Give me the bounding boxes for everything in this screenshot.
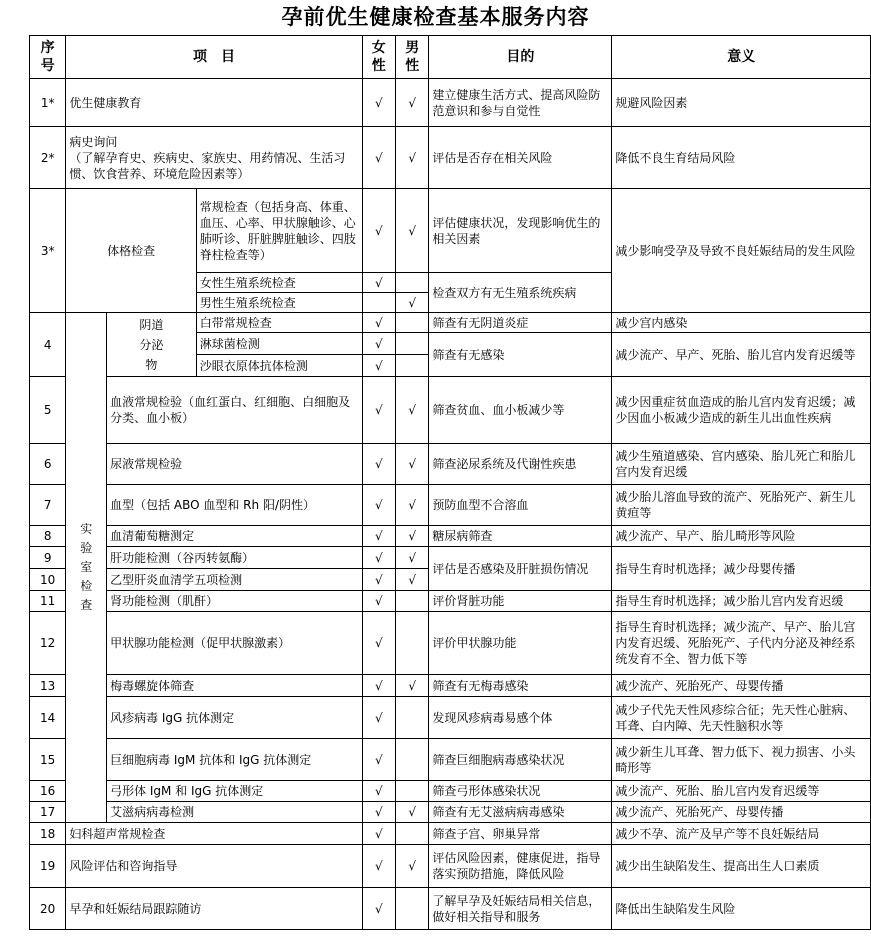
female-check: √ [362,355,395,377]
male-check: √ [396,377,429,444]
male-empty [396,612,429,675]
item-cell: 病史询问 （了解孕育史、疾病史、家族史、用药情况、生活习惯、饮食营养、环境危险因素等） [66,127,362,189]
item-cell: 甲状腺功能检测（促甲状腺激素） [107,612,363,675]
male-check: √ [396,444,429,485]
female-empty [362,293,395,313]
item-cell: 血清葡萄糖测定 [107,526,363,547]
significance-cell: 减少流产、死胎、胎儿宫内发育迟缓等 [612,781,871,802]
item-cell: 淋球菌检测 [196,333,362,355]
significance-cell: 降低出生缺陷发生风险 [612,888,871,930]
purpose-cell: 筛查有无梅毒感染 [429,675,612,697]
table-row [30,189,871,273]
purpose-cell: 建立健康生活方式、提高风险防范意识和参与自觉性 [429,79,612,127]
female-check: √ [362,444,395,485]
female-check: √ [362,569,395,591]
male-empty [396,333,429,355]
row-number: 6 [30,444,66,485]
male-check: √ [396,485,429,526]
significance-cell: 规避风险因素 [612,79,871,127]
group-label: 阴道 分泌 物 [107,313,197,377]
female-check: √ [362,823,395,845]
female-check: √ [362,845,395,888]
item-cell: 肾功能检测（肌酐） [107,591,363,612]
item-cell: 血型（包括 ABO 血型和 Rh 阳/阴性） [107,485,363,526]
female-check: √ [362,273,395,293]
page-title: 孕前优生健康检查基本服务内容 [281,4,590,29]
row-number: 9 [30,547,66,569]
table-row [30,697,871,739]
row-number: 18 [30,823,66,845]
significance-cell: 减少流产、早产、胎儿畸形等风险 [612,526,871,547]
row-number: 7 [30,485,66,526]
male-empty [396,273,429,293]
item-cell: 梅毒螺旋体筛查 [107,675,363,697]
female-check: √ [362,802,395,823]
significance-cell: 减少流产、死胎死产、母婴传播 [612,675,871,697]
female-check: √ [362,526,395,547]
female-check: √ [362,485,395,526]
male-empty [396,888,429,930]
significance-cell: 减少不孕、流产及早产等不良妊娠结局 [612,823,871,845]
female-check: √ [362,697,395,739]
item-cell: 乙型肝炎血清学五项检测 [107,569,363,591]
table-row [30,739,871,781]
header-male: 男 性 [396,36,429,79]
item-cell: 女性生殖系统检查 [196,273,362,293]
male-empty [396,313,429,333]
purpose-cell: 筛查有无艾滋病病毒感染 [429,802,612,823]
male-empty [396,591,429,612]
table-row [30,444,871,485]
table-row [30,845,871,888]
female-check: √ [362,79,395,127]
table-row [30,888,871,930]
female-check: √ [362,739,395,781]
significance-cell: 减少宫内感染 [612,313,871,333]
male-empty [396,823,429,845]
male-check: √ [396,293,429,313]
table-row [30,79,871,127]
row-number: 2* [30,127,66,189]
row-number: 8 [30,526,66,547]
female-check: √ [362,333,395,355]
purpose-cell: 筛查巨细胞病毒感染状况 [429,739,612,781]
significance-cell: 减少流产、早产、死胎、胎儿宫内发育迟缓等 [612,333,871,377]
significance-cell: 指导生育时机选择；减少母婴传播 [612,547,871,591]
purpose-cell: 筛查有无阴道炎症 [429,313,612,333]
header-female: 女 性 [362,36,395,79]
purpose-cell: 筛查有无感染 [429,333,612,377]
item-cell: 艾滋病病毒检测 [107,802,363,823]
service-table [29,35,871,930]
item-cell: 风险评估和咨询指导 [66,845,362,888]
table-row [30,612,871,675]
row-number: 12 [30,612,66,675]
male-check: √ [396,526,429,547]
purpose-cell: 发现风疹病毒易感个体 [429,697,612,739]
item-cell: 白带常规检查 [196,313,362,333]
header-significance: 意义 [612,36,871,79]
item-cell: 妇科超声常规检查 [66,823,362,845]
table-row [30,485,871,526]
purpose-cell: 评估是否存在相关风险 [429,127,612,189]
significance-cell: 减少影响受孕及导致不良妊娠结局的发生风险 [612,189,871,313]
row-number: 4 [30,313,66,377]
female-check: √ [362,377,395,444]
female-check: √ [362,313,395,333]
header-no: 序 号 [30,36,66,79]
item-cell: 沙眼衣原体抗体检测 [196,355,362,377]
table-row [30,591,871,612]
purpose-cell: 预防血型不合溶血 [429,485,612,526]
male-empty [396,697,429,739]
row-number: 19 [30,845,66,888]
item-cell: 优生健康教育 [66,79,362,127]
significance-cell: 降低不良生育结局风险 [612,127,871,189]
purpose-cell: 评估风险因素，健康促进，指导落实预防措施，降低风险 [429,845,612,888]
row-number: 5 [30,377,66,444]
row-number: 1* [30,79,66,127]
header-row [30,36,871,79]
row-number: 20 [30,888,66,930]
table-row [30,526,871,547]
significance-cell: 指导生育时机选择；减少流产、早产、胎儿宫内发育迟缓、死胎死产、子代内分泌及神经系统发育不全、智力低下等 [612,612,871,675]
row-number: 10 [30,569,66,591]
table-row [30,675,871,697]
male-check: √ [396,79,429,127]
group-label: 体格检查 [66,189,196,313]
female-check: √ [362,189,395,273]
purpose-cell: 糖尿病筛查 [429,526,612,547]
item-cell: 巨细胞病毒 IgM 抗体和 IgG 抗体测定 [107,739,363,781]
row-number: 14 [30,697,66,739]
purpose-cell: 评估健康状况，发现影响优生的相关因素 [429,189,612,273]
item-cell: 早孕和妊娠结局跟踪随访 [66,888,362,930]
male-check: √ [396,127,429,189]
female-check: √ [362,591,395,612]
table-row [30,547,871,569]
male-check: √ [396,547,429,569]
item-cell: 男性生殖系统检查 [196,293,362,313]
lab-group-label: 实 验 室 检 查 [66,313,107,823]
header-item: 项 目 [66,36,362,79]
purpose-cell: 评价甲状腺功能 [429,612,612,675]
female-check: √ [362,781,395,802]
male-check: √ [396,569,429,591]
table-row [30,781,871,802]
item-cell: 风疹病毒 IgG 抗体测定 [107,697,363,739]
table-row [30,313,871,333]
item-cell: 肝功能检测（谷丙转氨酶） [107,547,363,569]
male-empty [396,355,429,377]
female-check: √ [362,612,395,675]
table-row [30,377,871,444]
row-number: 11 [30,591,66,612]
male-check: √ [396,675,429,697]
row-number: 15 [30,739,66,781]
table-row [30,823,871,845]
male-empty [396,781,429,802]
male-check: √ [396,802,429,823]
significance-cell: 减少因重症贫血造成的胎儿宫内发育迟缓；减少因血小板减少造成的新生儿出血性疾病 [612,377,871,444]
row-number: 16 [30,781,66,802]
significance-cell: 减少新生儿耳聋、智力低下、视力损害、小头畸形等 [612,739,871,781]
item-cell: 常规检查（包括身高、体重、血压、心率、甲状腺触诊、心肺听诊、肝脏脾脏触诊、四肢脊柱检查等） [196,189,362,273]
row-number: 3* [30,189,66,313]
significance-cell: 减少流产、死胎死产、母婴传播 [612,802,871,823]
female-check: √ [362,888,395,930]
item-cell: 血液常规检验（血红蛋白、红细胞、白细胞及分类、血小板） [107,377,363,444]
male-check: √ [396,189,429,273]
item-cell: 弓形体 IgM 和 IgG 抗体测定 [107,781,363,802]
purpose-cell: 筛查弓形体感染状况 [429,781,612,802]
purpose-cell: 筛查子宫、卵巢异常 [429,823,612,845]
row-number: 13 [30,675,66,697]
table-row [30,802,871,823]
male-check: √ [396,845,429,888]
purpose-cell: 检查双方有无生殖系统疾病 [429,273,612,313]
purpose-cell: 筛查贫血、血小板减少等 [429,377,612,444]
female-check: √ [362,547,395,569]
purpose-cell: 评估是否感染及肝脏损伤情况 [429,547,612,591]
row-number: 17 [30,802,66,823]
header-purpose: 目的 [429,36,612,79]
table-row [30,127,871,189]
purpose-cell: 评价肾脏功能 [429,591,612,612]
significance-cell: 减少胎儿溶血导致的流产、死胎死产、新生儿黄疸等 [612,485,871,526]
purpose-cell: 筛查泌尿系统及代谢性疾患 [429,444,612,485]
item-cell: 尿液常规检验 [107,444,363,485]
male-empty [396,739,429,781]
significance-cell: 减少出生缺陷发生、提高出生人口素质 [612,845,871,888]
significance-cell: 指导生育时机选择；减少胎儿宫内发育迟缓 [612,591,871,612]
significance-cell: 减少子代先天性风疹综合征；先天性心脏病、耳聋、白内障、先天性脑积水等 [612,697,871,739]
purpose-cell: 了解早孕及妊娠结局相关信息，做好相关指导和服务 [429,888,612,930]
significance-cell: 减少生殖道感染、宫内感染、胎儿死亡和胎儿宫内发育迟缓 [612,444,871,485]
female-check: √ [362,127,395,189]
female-check: √ [362,675,395,697]
